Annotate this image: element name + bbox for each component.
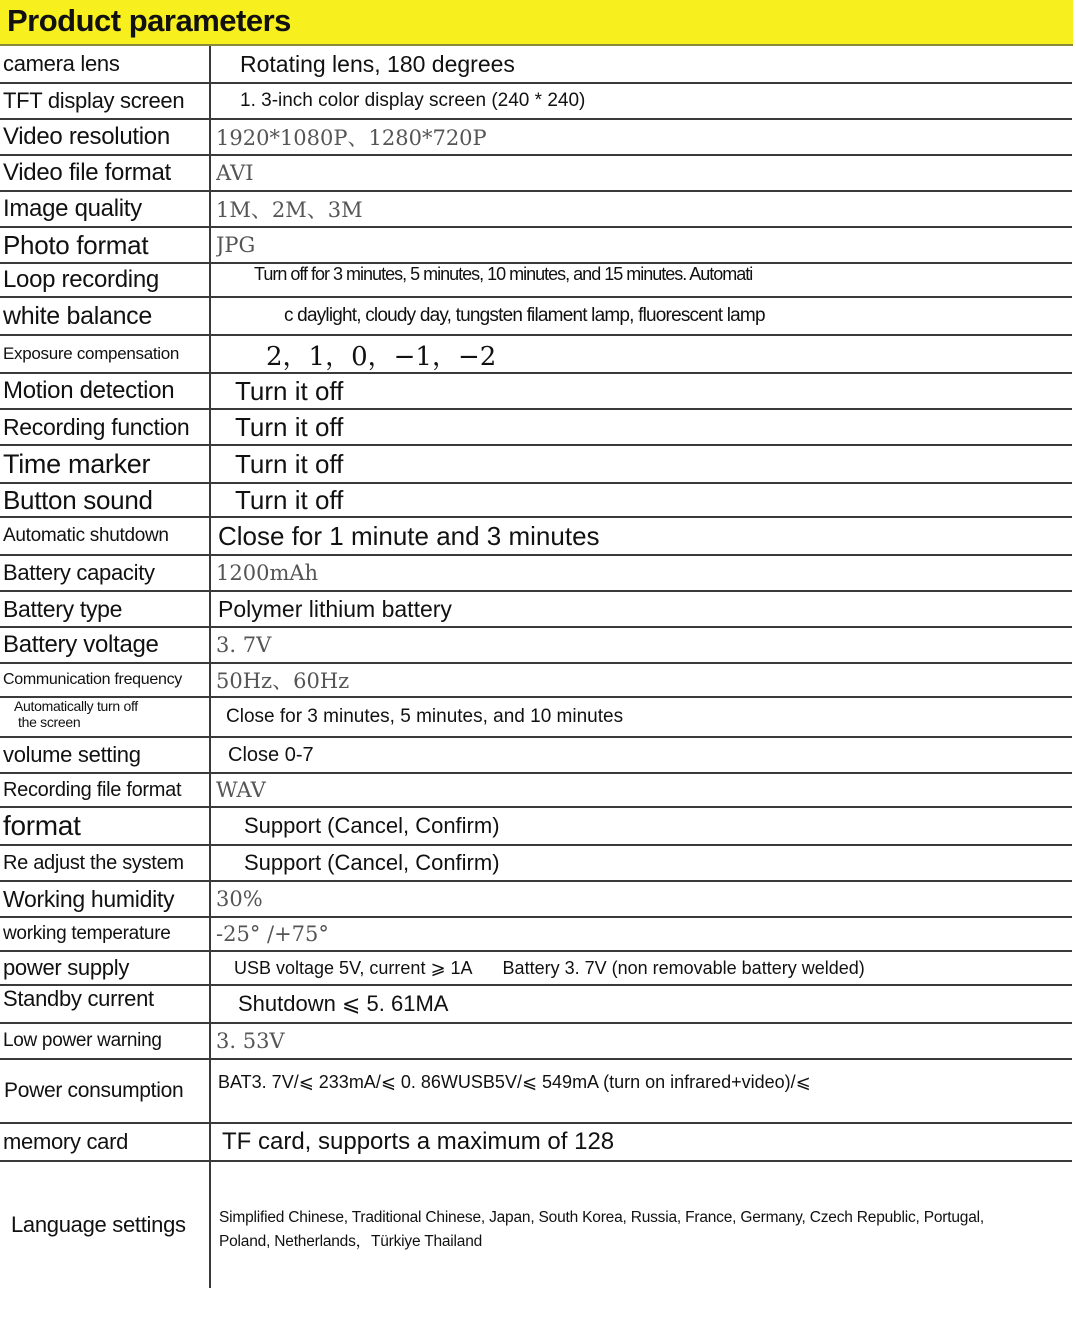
- table-row: [0, 664, 1072, 698]
- row-label: camera lens: [0, 46, 211, 82]
- row-value: Rotating lens, 180 degrees: [240, 50, 515, 77]
- language-line: Poland, Netherlands，Türkiye Thailand: [219, 1233, 483, 1250]
- table-row: [0, 698, 1072, 738]
- table-row: [0, 336, 1072, 374]
- table-row: [0, 592, 1072, 628]
- row-label: format: [0, 808, 211, 844]
- row-value: AVI: [216, 161, 254, 185]
- row-value: Polymer lithium battery: [218, 595, 452, 622]
- row-value: 1. 3-inch color display screen (240 * 240): [240, 90, 586, 111]
- row-value: Close for 3 minutes, 5 minutes, and 10 minutes: [226, 706, 624, 727]
- table-row: [0, 986, 1072, 1024]
- row-value: WAV: [216, 778, 266, 802]
- row-value: JPG: [216, 233, 256, 257]
- row-label: Button sound: [0, 484, 211, 516]
- page-title: Product parameters: [7, 3, 291, 38]
- row-label: Automatic shutdown: [0, 518, 211, 554]
- row-value: Turn off for 3 minutes, 5 minutes, 10 minutes, and 15 minutes. Automati: [254, 264, 753, 284]
- table-row: [0, 120, 1072, 156]
- table-row: [0, 484, 1072, 518]
- row-label: Standby current: [0, 986, 211, 1022]
- row-value: Shutdown ⩽ 5. 61MA: [238, 991, 449, 1016]
- language-line: Simplified Chinese, Traditional Chinese, Japan, South Korea, Russia, France, Germany, Czech Republic, Portugal,: [219, 1209, 984, 1226]
- row-value: Close 0-7: [228, 743, 314, 766]
- row-label: Exposure compensation: [0, 336, 211, 372]
- row-value: Turn it off: [235, 484, 344, 515]
- row-label-line: Automatically turn off: [14, 698, 138, 714]
- row-label: Video resolution: [0, 120, 211, 154]
- row-label: working temperature: [0, 918, 211, 950]
- row-label: Working humidity: [0, 882, 211, 916]
- row-label: Recording file format: [0, 774, 211, 806]
- table-row: [0, 628, 1072, 664]
- table-row: [0, 556, 1072, 592]
- row-label: Language settings: [0, 1162, 211, 1288]
- row-value: 50Hz、60Hz: [216, 669, 350, 693]
- table-row: [0, 808, 1072, 846]
- row-value: [216, 952, 1072, 984]
- row-value: 1920*1080P、1280*720P: [216, 126, 487, 150]
- row-label: Battery voltage: [0, 628, 211, 662]
- row-label: Power consumption: [0, 1060, 211, 1122]
- row-label: Video file format: [0, 156, 211, 190]
- table-row: [0, 1060, 1072, 1124]
- row-label: Communication frequency: [0, 664, 211, 696]
- table-row: [0, 446, 1072, 484]
- table-row: [0, 952, 1072, 986]
- row-label: Recording function: [0, 410, 211, 444]
- page-title-bar: [0, 0, 1073, 46]
- table-row: [0, 738, 1072, 774]
- table-row: [0, 46, 1072, 84]
- power-supply-battery: Battery 3. 7V (non removable battery welded): [502, 957, 865, 978]
- row-value: -25° /+75°: [216, 922, 329, 946]
- table-row: [0, 228, 1072, 264]
- row-value: Turn it off: [235, 448, 344, 479]
- row-label: Re adjust the system: [0, 846, 211, 880]
- row-label: power supply: [0, 952, 211, 984]
- row-value: 30%: [216, 887, 263, 911]
- table-row: [0, 410, 1072, 446]
- table-row: [0, 374, 1072, 410]
- row-label: [0, 698, 211, 736]
- table-row: [0, 882, 1072, 918]
- table-row: [0, 846, 1072, 882]
- row-label: TFT display screen: [0, 84, 211, 118]
- row-value: Support (Cancel, Confirm): [244, 850, 500, 875]
- row-value: 2，1，0，−1，−2: [266, 342, 497, 372]
- table-row: [0, 156, 1072, 192]
- table-row: [0, 84, 1072, 120]
- table-row: [0, 1124, 1072, 1162]
- row-label: Low power warning: [0, 1024, 211, 1058]
- row-label: Battery capacity: [0, 556, 211, 590]
- row-label: Photo format: [0, 228, 211, 262]
- row-label: memory card: [0, 1124, 211, 1160]
- row-label: Time marker: [0, 446, 211, 482]
- row-value: 1200mAh: [216, 561, 319, 585]
- row-label: Loop recording: [0, 264, 211, 296]
- row-label: white balance: [0, 298, 211, 334]
- row-value: Close for 1 minute and 3 minutes: [218, 520, 600, 551]
- table-row: [0, 1024, 1072, 1060]
- table-row: [0, 298, 1072, 336]
- row-value: [216, 1162, 1072, 1332]
- table-row: [0, 192, 1072, 228]
- table-row: [0, 1162, 1072, 1288]
- row-value: TF card, supports a maximum of 128: [222, 1128, 615, 1155]
- row-value: BAT3. 7V/⩽ 233mA/⩽ 0. 86WUSB5V/⩽ 549mA (turn on infrared+video)/⩽: [218, 1072, 811, 1092]
- row-label: Motion detection: [0, 374, 211, 408]
- row-value: Turn it off: [235, 375, 344, 406]
- power-supply-usb: USB voltage 5V, current ⩾ 1A: [234, 957, 473, 978]
- table-row: [0, 264, 1072, 298]
- row-value: Support (Cancel, Confirm): [244, 813, 500, 838]
- table-row: [0, 518, 1072, 556]
- row-value: c daylight, cloudy day, tungsten filament lamp, fluorescent lamp: [284, 305, 765, 326]
- row-value: 3. 53V: [216, 1029, 285, 1053]
- row-value: 3. 7V: [216, 633, 272, 657]
- table-row: [0, 918, 1072, 952]
- row-label: Battery type: [0, 592, 211, 626]
- row-value: 1M、2M、3M: [216, 198, 363, 222]
- row-value: Turn it off: [235, 411, 344, 442]
- table-row: [0, 774, 1072, 808]
- row-label-line: the screen: [18, 714, 81, 730]
- row-label: Image quality: [0, 192, 211, 226]
- row-label: volume setting: [0, 738, 211, 772]
